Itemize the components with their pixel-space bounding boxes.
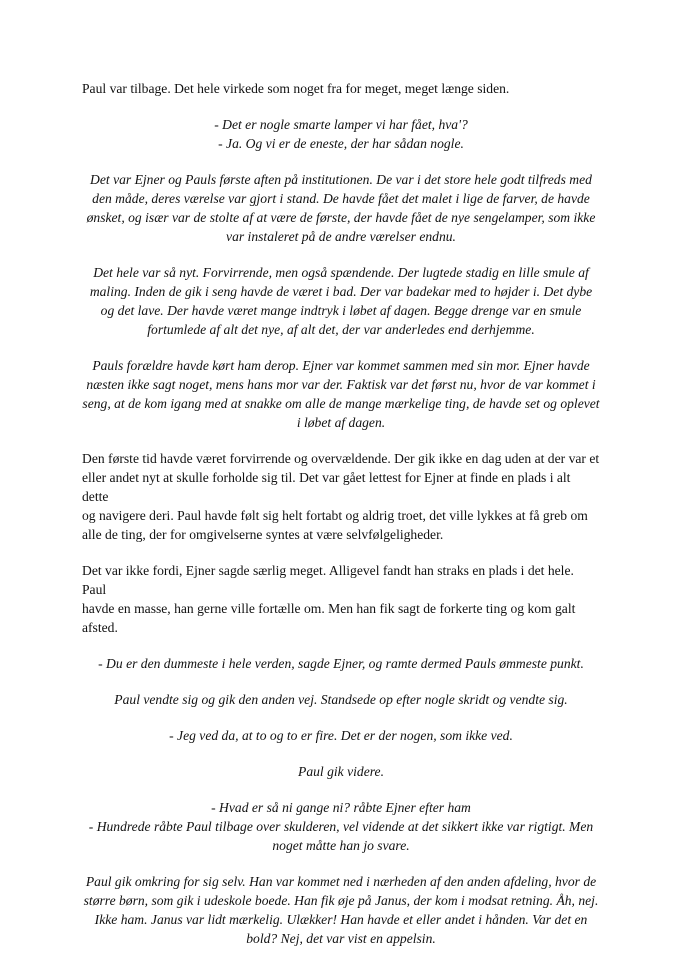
paragraph [82, 690, 600, 709]
paragraph [82, 170, 600, 246]
paragraph [82, 872, 600, 948]
text-line: Ikke ham. Janus var lidt mærkelig. Ulækker! Han havde et eller andet i hånden. Var det en [94, 912, 588, 927]
text-line: Paul gik videre. [298, 764, 384, 779]
paragraph [82, 263, 600, 339]
dialogue-paragraph [82, 115, 600, 153]
text-line: fortumlede af alt det nye, af alt det, der var anderledes end derhjemme. [147, 322, 535, 337]
text-line: var instaleret på de andre værelser endnu. [226, 229, 456, 244]
text-line: noget måtte han jo svare. [272, 838, 410, 853]
text-line: seng, at de kom igang med at snakke om alle de mange mærkelige ting, de havde set og oplevet [82, 396, 600, 411]
text-line: Pauls forældre havde kørt ham derop. Ejner var kommet sammen med sin mor. Ejner havde [92, 358, 590, 373]
paragraph [82, 356, 600, 432]
text-line: næsten ikke sagt noget, mens hans mor var der. Faktisk var det først nu, hvor de var kommet i [86, 377, 596, 392]
text-line: større børn, som gik i udeskole boede. Han fik øje på Janus, der kom i modsat retning. Åh, nej. [83, 893, 599, 908]
text-line: - Jeg ved da, at to og to er fire. Det er der nogen, som ikke ved. [169, 728, 513, 743]
text-line: - Du er den dummeste i hele verden, sagde Ejner, og ramte dermed Pauls ømmeste punkt. [98, 656, 584, 671]
text-line: ønsket, og især var de stolte af at være de første, der havde fået de nye sengelamper, som ikke [86, 210, 596, 225]
text-line: - Hvad er så ni gange ni? råbte Ejner efter ham [211, 800, 471, 815]
text-line: Det var Ejner og Pauls første aften på institutionen. De var i det store hele godt tilfreds med [90, 172, 592, 187]
paragraph [82, 561, 600, 637]
text-line: eller andet nyt at skulle forholde sig til. Det var gået lettest for Ejner at finde en plads i alt dette [82, 470, 571, 504]
dialogue-paragraph [82, 726, 600, 745]
text-line: havde en masse, han gerne ville fortælle om. Men han fik sagt de forkerte ting og kom galt [82, 601, 576, 616]
text-line: bold? Nej, det var vist en appelsin. [246, 931, 436, 946]
text-line: maling. Inden de gik i seng havde de været i bad. Der var badekar med to højder i. Det dybe [89, 284, 593, 299]
text-line: Den første tid havde været forvirrende og overvældende. Der gik ikke en dag uden at der var et [82, 451, 600, 466]
text-line: Paul vendte sig og gik den anden vej. Standsede op efter nogle skridt og vendte sig. [114, 692, 568, 707]
text-line: og det lave. Der havde været mange indtryk i løbet af dagen. Begge drenge var en smule [100, 303, 582, 318]
text-line: Det hele var så nyt. Forvirrende, men også spændende. Der lugtede stadig en lille smule af [93, 265, 589, 280]
text-line: - Det er nogle smarte lamper vi har fået, hva'? [214, 117, 468, 132]
dialogue-paragraph [82, 798, 600, 855]
text-line: Det var ikke fordi, Ejner sagde særlig meget. Alligevel fandt han straks en plads i det hele. Paul [82, 563, 574, 597]
text-line: - Ja. Og vi er de eneste, der har sådan nogle. [218, 136, 464, 151]
text-line: den måde, deres værelse var gjort i stand. De havde fået det malet i lige de farver, de havde [92, 191, 590, 206]
text-line: alle de ting, der for omgivelserne syntes at være selvfølgeligheder. [82, 527, 444, 542]
text-line: Paul var tilbage. Det hele virkede som noget fra for meget, meget længe siden. [82, 81, 510, 96]
text-line: og navigere deri. Paul havde følt sig helt fortabt og aldrig troet, det ville lykkes at få greb om [82, 508, 588, 523]
paragraph [82, 79, 600, 98]
text-line: Paul gik omkring for sig selv. Han var kommet ned i nærheden af den anden afdeling, hvor de [85, 874, 597, 889]
dialogue-paragraph [82, 654, 600, 673]
text-line: - Hundrede råbte Paul tilbage over skulderen, vel vidende at det sikkert ikke var rigtigt. Men [88, 819, 594, 834]
document-page [82, 79, 600, 948]
text-line: afsted. [82, 620, 118, 635]
text-line: i løbet af dagen. [296, 415, 386, 430]
paragraph [82, 762, 600, 781]
paragraph [82, 449, 600, 544]
